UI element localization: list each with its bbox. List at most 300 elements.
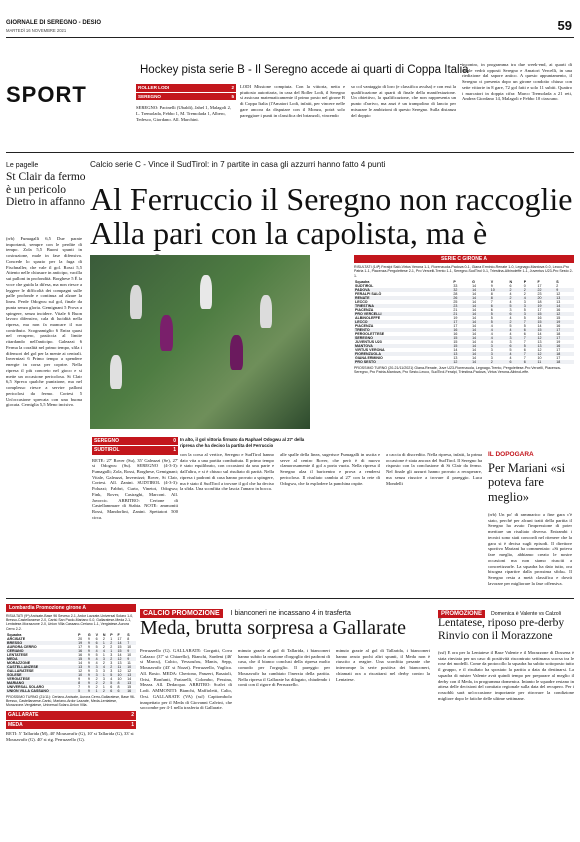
table-cell: 15 — [117, 644, 122, 649]
lentatese-kicker: PROMOZIONE — [438, 610, 485, 618]
table-cell: 17 — [78, 644, 83, 649]
table-cell: 9 — [87, 649, 95, 653]
meda-kicker: CALCIO PROMOZIONE — [140, 609, 223, 618]
table-cell: 23 — [452, 304, 471, 308]
score-team: ROLLER LODI — [138, 85, 170, 90]
table-cell: 33 — [453, 283, 458, 288]
table-cell: 4 — [508, 328, 522, 332]
table-header-cell: P — [110, 632, 113, 637]
table-cell: 8 — [77, 681, 87, 685]
table-cell: TRENTO — [354, 328, 452, 332]
table-cell: 5 — [508, 304, 522, 308]
table-cell: 21 — [453, 307, 458, 312]
table-cell: 2 — [102, 644, 105, 649]
standings-results: RISULTATI (14ª) Feralpi Salò-Virtus Verona 1-1, Fiorenzuola-Padova 0-1, Giana Erminio-Renate 1-0, Legnago-Mantova 0-0, Lecco-Pro Patria 1-1, Piacenza-Pergolettese 2-1, Pro Vercelli-Trento 1-1, Seregno-SudTirol 0-1, Triestina-Albinoleffe 1-1, Juventus U23-Pro Sesto 2-1. — [354, 265, 573, 278]
table-cell: 16 — [537, 315, 542, 320]
table-cell: 23 — [537, 291, 542, 296]
table-header-cell: P — [453, 279, 456, 284]
lombardia-next: PROSSIMO TURNO (21/11): Ceriano-Arcisate, Aurora Cerro-Gallaratese, Base 96-Bresso, Castellanzese-Cantù, Mariano-Ardor Lazzate, Meda-Lentatese, Morazzone-Vergiatese, Universal Solaro-Union Villa. — [6, 694, 136, 708]
table-cell: 12 — [117, 668, 122, 673]
table-cell: 22 — [537, 288, 556, 292]
table-cell: 21 — [452, 312, 471, 316]
table-cell: 2 — [109, 657, 116, 661]
table-cell: SOLESE — [6, 673, 77, 677]
table-cell: 28 — [453, 291, 458, 296]
table-cell: 2 — [490, 360, 509, 364]
table-cell: 16 — [78, 652, 83, 657]
table-cell: 1 — [109, 649, 116, 653]
table-cell: 11 — [116, 665, 126, 669]
table-cell: 16 — [77, 649, 87, 653]
table-cell: 6 — [116, 689, 126, 693]
paper-name: GIORNALE DI SEREGNO - DESIO — [6, 20, 102, 26]
standings-title: SERIE C GIRONE A — [354, 255, 574, 263]
table-cell: 2 — [95, 684, 98, 689]
table-cell: LECCO — [355, 299, 368, 304]
table-cell: 4 — [95, 657, 102, 661]
table-cell: 13 — [556, 299, 561, 304]
table-cell: 14 — [472, 323, 477, 328]
table-cell: UNIVERSAL SOLARO — [7, 684, 45, 689]
table-cell: 9 — [87, 681, 95, 685]
table-cell: 6 — [509, 283, 512, 288]
table-cell: PIACENZA — [355, 323, 374, 328]
table-cell: 4 — [95, 660, 98, 665]
score-team: SUDTIROL — [94, 447, 120, 454]
table-header-cell: P — [523, 279, 527, 284]
table-cell: 6 — [490, 307, 493, 312]
table-cell: 2 — [95, 681, 102, 685]
table-cell: 4 — [490, 336, 509, 340]
pagelle-title: St Clair da fermo è un pericolo Dietro in affanno — [6, 171, 86, 209]
table-cell: 10 — [127, 644, 132, 649]
meda-col2: minuto grazie al gol di Tallarida, i bianconeri hanno subito la reazione d'orgoglio dei padroni di casa, che il bianco conclusi della ripresa molto comodo per l'orgoglio. Il pareggio per Mousavafir ha cambiato l'inerzia della partita. Nella ripresa il Gallarate ha dilagato, chiudendo i conti con il rigore di Perruzzello. — [238, 648, 330, 688]
table-cell: 2 — [523, 291, 526, 296]
table-cell: 14 — [471, 360, 490, 364]
dopogara-body: (rrb) Un po' di rammarico a fine gara c'è stato, perché per alcuni tratti della partita il Seregno ha avuto l'impressione di poter meritare un risultato diverso. Entrambi i tecnici sono stati concordi nel ritenere che la gara si è decisa sugli episodi. Il direttore sportivo Mariani ha commentato: «Si poteva fare meglio, abbiamo creato le nostre occasioni ma non siamo riusciti a concretizzarle. La squadra ha dato tutto, ora bisogna ripartire dalla prossima sfida». Il Seregno resta a metà classifica e dovrà lavorare per migliorare la fase offensiva. — [488, 512, 572, 586]
table-cell: 4 — [509, 299, 512, 304]
table-cell: 9 — [87, 644, 90, 649]
hockey-col1: LODI Missione compiuta. Con la vittoria, netta e piuttosto autoritaria, in casa del Roller Lodi, il Seregno si assicura matematicamente il primo posto nel girone B di Coppa Italia (l'Amatori Lodi, infatti, per vincere nelle gare ancora da disputare con il Monza, potrà solo pareggiare i punti in classifica dei brianzoli, vincendo — [240, 84, 345, 118]
table-cell: 17 — [452, 320, 471, 324]
table-cell: 5 — [509, 347, 512, 352]
table-cell: 3 — [523, 304, 537, 308]
meda-box-text: RETI: 5' Tallarida (M), 40' Mousavafir (G), 10' st Tallarida (G), 33' st Mousavafir (G). 40' st rig. Perruzzello (G). — [6, 730, 134, 742]
table-cell: 9 — [555, 288, 574, 292]
masthead — [6, 18, 574, 42]
table-cell: 9 — [126, 657, 136, 661]
table-cell: 14 — [471, 320, 490, 324]
table-cell: 2 — [102, 660, 105, 665]
table-cell: 5 — [523, 315, 526, 320]
table-cell: 14 — [537, 331, 542, 336]
table-cell: 10 — [127, 652, 132, 657]
table-cell: 8 — [117, 684, 120, 689]
table-cell: 5 — [109, 681, 116, 685]
table-row — [354, 360, 574, 364]
table-header-cell: Squadra — [7, 632, 22, 637]
table-cell: 4 — [508, 352, 522, 356]
table-header-cell: S — [127, 632, 130, 637]
table-cell: 12 — [78, 668, 83, 673]
meda-subkicker: I bianconeri ne incassano 4 in trasferta — [230, 610, 351, 617]
table-cell: 9 — [87, 673, 95, 677]
table-cell: 19 — [556, 339, 561, 344]
table-cell: 1 — [102, 652, 105, 657]
table-cell: 5 — [490, 312, 509, 316]
table-cell: 17 — [556, 355, 561, 360]
pagelle-body: (rrb) Fumagalli 6,5 Due parate importanti, sempre con le perdite di tempo. Zola 5,5 Buoni spunti in costruzione, male in fase difensiva. Concede lo spazio per la fuga di Fischnaller, che vale il gol. Rossi 5,5 Attento nelle chiusure in anticipo, vacilla sui palloni in profondità. Borghese 5 È la voce che guida la difesa, ma non riesce a leggere le difficoltà dei compagni sulle palle profonde e continua ad alzare la linea. Perde Odogwu sul gol, finale da punta senza gloria. Gemignani 5 Prova a spingere, senza incidere. Vitale 6 Buon lavoro difensivo, cala di lucidità nella ripresa, ma non fa mancare il suo contributo. Scognamiglio 6 Entra quasi nel recupero, pasticcia al limite ritardando nell'anticipo. Galeazzi 6 Ferma la coralità nel primo tempo, sfila i difensori del gol per la mente ai centrali. Invernizzi 6 Primo tempo a spendere energie in corsa per coprire. Nella ripresa il più concreto nel gioco e si mette un occasione pericolosa. St Clair 6,5 Spreca qualche punizione, ma nel complesso riesce a servire palloni pericolosi da fermo. Cortesi 5 Un'occasione sprecata con una buona giocata. Cerniglia 5,5 Meno incisivo. — [6, 236, 82, 408]
table-cell: 4 — [102, 649, 109, 653]
hockey-col3: incontro, in programma tra due week-end, ai quarti di finale vedrà opposti Seregno e Amatori Vercelli, in una riedizione dal sapore antico. A questo appuntamento, il Seregno ci presenta dopo un girone condotto chiuso con sette vittorie in 8 gare, 72 gol fatti e solo 11 subiti. Quattro i marcatori in doppia cifra: Marco Tremolada a 21 reti, Andrea Giordano 14, Malagoli e Febbo 10 ciascuno. — [462, 62, 572, 102]
table-cell: 14 — [555, 304, 574, 308]
table-cell: 3 — [490, 344, 509, 348]
table-cell: 20 — [78, 636, 83, 641]
table-cell: 16 — [556, 323, 561, 328]
table-cell: 15 — [127, 684, 132, 689]
table-cell: 19 — [537, 304, 556, 308]
dopogara-kicker: IL DOPOGARA — [488, 451, 534, 458]
table-cell: 14 — [471, 296, 490, 300]
table-cell: 2 — [109, 665, 116, 669]
table-cell: 3 — [95, 665, 102, 669]
table-cell: ARCISATE — [7, 636, 26, 641]
section-label: SPORT — [6, 72, 118, 118]
table-cell: 15 — [537, 312, 556, 316]
table-cell: CASTELLANZESE — [6, 665, 77, 669]
table-cell: 7 — [523, 355, 526, 360]
table-header-cell: Squadra — [355, 279, 370, 284]
lentatese-kicker-row — [438, 602, 574, 617]
table-cell: 16 — [126, 689, 136, 693]
table-cell: 6 — [523, 360, 537, 364]
table-cell: 10 — [490, 288, 509, 292]
table-cell: 5 — [109, 673, 116, 677]
table-cell: 3 — [490, 355, 493, 360]
standings-next: PROSSIMO TURNO (20-21/11/2021) Giana-Renate, Juve U23-Fiorenzuola, Legnago-Trento, Pergolettese-Pro Vercelli, Piacenza-Seregno, Pro Patria-Mantova, Pro Sesto-Lecco, SudTirol-Feralpi, Triestina-Padova, Virtus Verona-AlbinoLeffe. — [354, 365, 561, 375]
table-cell: 6 — [523, 328, 537, 332]
table-cell: 15 — [116, 649, 126, 653]
table-cell: 25 — [453, 299, 458, 304]
table-cell: 8 — [116, 681, 126, 685]
table-cell: FIORENZUOLA — [354, 352, 452, 356]
table-cell: 3 — [490, 347, 493, 352]
table-cell: 16 — [453, 331, 458, 336]
table-cell: 4 — [509, 331, 512, 336]
table-cell: SUDTIROL — [355, 283, 374, 288]
table-cell: 1 — [102, 684, 105, 689]
table-cell: 15 — [77, 657, 87, 661]
table-cell: 9 — [87, 652, 90, 657]
table-cell: 10 — [126, 665, 136, 669]
meda-kicker-row — [140, 602, 430, 617]
table-cell: GIANA ERMINIO — [355, 355, 383, 360]
table-cell: 3 — [509, 339, 512, 344]
standings-serie-c — [354, 255, 574, 375]
hockey-col2: so col vantaggio di loro (e classifica avulsa) e con essi la qualificazione ai quarti di finale della manifestazione. Un obiettivo, la qualificazione, che non rappresenta un punto d'arrivo, ma anzi è un trampolino di lancio per misurare le ambizioni di questo Seregno. Sulla distanza del doppio — [351, 84, 456, 118]
table-cell: 13 — [126, 681, 136, 685]
table-cell: RENATE — [354, 296, 452, 300]
table-cell: 9 — [126, 649, 136, 653]
table-cell: 7 — [523, 339, 526, 344]
table-cell: 6 — [95, 641, 102, 645]
table-cell: 14 — [537, 323, 542, 328]
table-cell: 2 — [102, 689, 109, 693]
table-cell: 8 — [490, 291, 493, 296]
table-cell: 1 — [110, 636, 113, 641]
table-cell: 3 — [95, 673, 102, 677]
meda-col3: minuto grazie al gol di Tallarida, i bianconeri hanno avuto pochi altri spunti, il Meda non è riuscito a reagire. Una sconfitta pesante che interrompe la serie positiva dei bianconeri, chiamati ora a riscattarsi nel derby contro la Lentatese. — [336, 648, 430, 682]
table-cell: 14 — [472, 283, 477, 288]
table-cell: 14 — [127, 676, 132, 681]
table-cell: LENTATESE — [7, 652, 28, 657]
table-cell: 13 — [537, 339, 542, 344]
table-cell: JUVENTUS U23 — [355, 339, 382, 344]
table-cell: 3 — [110, 652, 113, 657]
table-cell: 18 — [537, 299, 542, 304]
table-cell: 15 — [537, 320, 556, 324]
table-cell: 9 — [87, 636, 90, 641]
table-cell: 14 — [472, 315, 477, 320]
table-cell: 14 — [471, 304, 490, 308]
table-cell: 3 — [102, 676, 105, 681]
table-cell: PADOVA — [354, 288, 452, 292]
table-cell: 12 — [537, 336, 556, 340]
table-cell: 9 — [87, 665, 95, 669]
table-cell: 16 — [556, 307, 561, 312]
table-cell: PRO SESTO — [354, 360, 452, 364]
table-cell: MEDA — [6, 657, 77, 661]
table-cell: 4 — [110, 676, 113, 681]
match-box-text: RETE: 27' Rover (Su), 35' Galeazzi (Se), 27' st Odogwu (Su). SEREGNO (4-3-3): Fumagalli; Zola, Rossi, Borghese, Gemignani; Vitale, Galeazzi, Invernizzi; Rover, St Clair, Cortesi. All. Zanini. SUDTIROL (4-3-3): Poluzzi; Fabbri, Curto, Vinetot, Odogwu; Fink, Rover, Casiraghi, Marconi. All. Javorcic. ARBITRO: Cerione di Castellammare di Stabia. NOTE: ammoniti Rossi, Mandorlini, Zanini. Spettatori 500 circa. — [92, 457, 178, 520]
table-cell: FERALPI SALÒ — [355, 291, 382, 296]
table-cell: 14 — [471, 352, 490, 356]
calcio-col2: alle spalle della linea, sugerisce Fumagalli in uscita e serve al centro Rover, che però è di nuovo clamorosamente il gol a porta vuota. Nella ripresa il Seregno alza il baricentro e prova a rendersi pericoloso. Il risultato cambia al 27' con la rete di Odogwu, che fa esplodere la panchina ospite. — [280, 452, 380, 486]
table-cell: PIACENZA — [355, 307, 374, 312]
table-cell: 4 — [509, 355, 512, 360]
table-cell: 15 — [537, 328, 556, 332]
table-cell: 14 — [472, 307, 477, 312]
table-cell: 10 — [537, 355, 542, 360]
hockey-headline: Hockey pista serie B - Il Seregno accede ai quarti di Coppa Italia — [140, 64, 469, 76]
table-cell: 12 — [537, 352, 556, 356]
table-cell: 7 — [523, 336, 537, 340]
table-cell: LECCO — [354, 320, 452, 324]
table-cell: 14 — [117, 652, 122, 657]
table-cell: 2 — [556, 283, 559, 288]
table-cell: 12 — [127, 668, 132, 673]
table-cell: 8 — [127, 636, 130, 641]
lombardia-table — [6, 633, 136, 693]
table-cell: 11 — [537, 360, 556, 364]
lentatese-subkicker: Domenica è Valente vs Calzoli — [491, 611, 561, 617]
table-cell: 8 — [490, 296, 509, 300]
table-cell: 14 — [472, 355, 477, 360]
meda-headline: Meda, brutta sorpresa a Gallarate — [140, 617, 406, 639]
table-cell: 6 — [508, 344, 522, 348]
table-cell: 5 — [490, 320, 509, 324]
lombardia-title: Lombardia Promozione girone A — [6, 604, 136, 612]
table-header-cell: P — [78, 632, 81, 637]
table-cell: 26 — [452, 296, 471, 300]
table-cell: 9 — [87, 668, 90, 673]
table-cell: 13 — [126, 673, 136, 677]
table-cell: 7 — [490, 299, 493, 304]
table-cell: 4 — [490, 328, 509, 332]
table-cell: 10 — [117, 676, 122, 681]
table-cell: 12 — [452, 360, 471, 364]
table-cell: 9 — [87, 684, 90, 689]
table-cell: 14 — [116, 641, 126, 645]
table-cell: 6 — [109, 689, 116, 693]
table-cell: 14 — [471, 288, 490, 292]
table-cell: 4 — [490, 331, 493, 336]
photo-caption: In alto, il gol vittoria firmato da Raphael Odogwu al 27' della ripresa che ha deciso la partita del Ferruccio — [180, 437, 305, 448]
table-cell: 5 — [490, 315, 493, 320]
table-cell: 5 — [77, 689, 87, 693]
table-cell: 14 — [471, 328, 490, 332]
table-cell: 9 — [87, 676, 90, 681]
table-cell: 14 — [471, 336, 490, 340]
table-cell: 9 — [87, 689, 95, 693]
table-cell: 18 — [555, 352, 574, 356]
table-cell: 2 — [95, 676, 98, 681]
table-header-cell: F — [117, 632, 120, 637]
table-cell: 14 — [472, 347, 477, 352]
hockey-scorebox — [136, 84, 236, 123]
score-team: SEREGNO — [94, 438, 120, 444]
table-cell: 3 — [110, 668, 113, 673]
table-cell: 2 — [109, 641, 116, 645]
table-cell: 9 — [87, 657, 95, 661]
table-cell: 6 — [508, 312, 522, 316]
meda-col1: Perruzzello (G). GALLARATE: Gorgatti, Cova Calazzo (37' st Chiarello), Bianchi, Sardeni (46' st Marcu), Calcio, Yessoufou, Manix, Sepp, Mousavafir (43' st Nozzi). Perruzzello, Vaglica. All. Bosio. MEDA: Cheriono, Panzeri, Basaioli, Orisi, Bonfanti, Fratarelli, Colombo, Pessina, Mezza. All. Dedacquo. ARBITRO: Scalvi di Lodi. AMMONITI: Bianchi, Maffioletti, Calio, Orsi. GALLARATE (VA) (ssf) Capitombolo inaspettato per il Meda di Giovanni Calvini, che soccombe per 4-1 nella trasferta di Gallarate. — [140, 648, 232, 711]
table-cell: 17 — [537, 307, 542, 312]
table-cell: MANTOVA — [354, 344, 452, 348]
table-cell: 3 — [523, 299, 526, 304]
table-header-cell: N — [102, 632, 106, 637]
table-cell: 4 — [490, 339, 493, 344]
table-cell: 13 — [537, 344, 556, 348]
table-cell: 13 — [453, 355, 458, 360]
table-cell: 10 — [77, 673, 87, 677]
table-cell: PRO VERCELLI — [354, 312, 452, 316]
table-cell: TRIESTINA — [354, 304, 452, 308]
table-cell: 5 — [523, 323, 526, 328]
table-cell: 17 — [537, 283, 542, 288]
table-cell: 5 — [523, 344, 537, 348]
table-cell: 0 — [523, 283, 526, 288]
table-cell: 15 — [452, 344, 471, 348]
table-header-cell: G — [472, 279, 475, 284]
table-cell: 2 — [102, 636, 105, 641]
table-cell: 5 — [523, 307, 526, 312]
table-header-cell: N — [509, 279, 513, 284]
table-cell: 20 — [537, 296, 556, 300]
standings-lombardia — [6, 604, 136, 742]
table-cell: 13 — [452, 352, 471, 356]
table-cell: 4 — [95, 649, 102, 653]
table-cell: 1 — [102, 641, 109, 645]
table-cell: 9 — [490, 283, 493, 288]
table-header-cell: V — [95, 632, 99, 637]
table-cell: 2 — [110, 644, 113, 649]
table-cell: 6 — [110, 684, 113, 689]
table-cell: 6 — [523, 331, 526, 336]
table-cell: 16 — [452, 328, 471, 332]
table-cell: GALLARATESE — [7, 668, 34, 673]
table-cell: 14 — [472, 299, 477, 304]
table-cell: 18 — [556, 331, 561, 336]
table-cell: 5 — [509, 323, 512, 328]
table-cell: 12 — [116, 657, 126, 661]
table-cell: 2 — [508, 296, 522, 300]
table-cell: 4 — [509, 315, 512, 320]
table-cell: 3 — [102, 668, 105, 673]
table-cell: 3 — [523, 312, 537, 316]
table-cell: 14 — [78, 660, 83, 665]
table-header-cell: F — [537, 279, 540, 284]
score-goals: 2 — [131, 712, 134, 719]
table-cell: 3 — [110, 660, 113, 665]
score-team: SEREGNO — [138, 93, 161, 99]
table-cell: 5 — [95, 644, 98, 649]
table-cell: 13 — [555, 296, 574, 300]
table-cell: 13 — [77, 665, 87, 669]
table-cell: 7 — [126, 641, 136, 645]
table-cell: 19 — [555, 320, 574, 324]
table-cell: 9 — [78, 676, 81, 681]
table-cell: VIRTUS VERONA — [355, 347, 385, 352]
table-cell: 2 — [523, 288, 537, 292]
table-cell: 15 — [452, 336, 471, 340]
table-row — [6, 689, 136, 693]
table-cell: 3 — [508, 336, 522, 340]
table-cell: 6 — [490, 304, 509, 308]
table-header-cell: G — [87, 632, 91, 637]
score-goals: 2 — [231, 85, 234, 90]
table-cell: 17 — [453, 323, 458, 328]
lentatese-headline: Lentatese, riposo pre-derby Rinvio con il Morazzone — [438, 617, 565, 642]
table-cell: 6 — [508, 360, 522, 364]
score-team: GALLARATE — [8, 712, 39, 719]
table-cell: CERIANO — [6, 649, 77, 653]
table-cell: 19 — [77, 641, 87, 645]
table-cell: 3 — [95, 668, 98, 673]
table-cell: 18 — [555, 360, 574, 364]
hockey-lineup: SEREGNO: Pacinelli (Ubaldi), Jahel 1, Malagoli 2, L. Tremolada, Febbo 1, M. Tremolada 1, Albero, Tedesco, Giordano. All. Marchini. — [136, 105, 232, 122]
table-cell: SEREGNO — [354, 336, 452, 340]
table-cell: UNION VILLA CASSANO — [6, 689, 77, 693]
table-cell: 12 — [556, 291, 561, 296]
page-number: 59 — [557, 18, 572, 33]
table-cell: 4 — [523, 296, 537, 300]
pagelle-kicker: Le pagelle — [6, 162, 39, 169]
table-cell: 2 — [102, 681, 109, 685]
table-cell: AURORA CERRO — [7, 644, 37, 649]
lombardia-results: RISULTATI (9ª) Arcisate-Base 96 Seveso 2-1, Ardor Lazzate-Universal Solaro 1-0, Bresso-Castellanzese 2-0, Cantù San Paolo-Mariano 0-0, Gallaratese-Meda 2-1, Lentatese-Morazzone 2-0, Union Villa Cassano-Ceriano 1-1, Vergiatese-Aurora Cerro 2-2. — [6, 614, 134, 631]
table-cell: 17 — [117, 636, 122, 641]
table-cell: MARIANO — [6, 681, 77, 685]
standings-table — [354, 280, 574, 364]
table-cell: 4 — [509, 291, 512, 296]
table-cell: 1 — [102, 673, 109, 677]
paper-date: MARTEDÌ 16 NOVEMBRE 2021 — [6, 28, 67, 33]
table-cell: 9 — [87, 660, 90, 665]
table-cell: MORAZZONE — [7, 660, 31, 665]
table-cell: 16 — [555, 344, 574, 348]
calcio-col3: a caccia di discredito. Nella ripresa, infatti, la prima occasione è stata ancora del SudTirol. Il Seregno ha risposto con la conclusione di St Clair da fermo. Nel finale gli azzurri hanno provato a recuperare, ma senza riuscire a trovare il pareggio. Luca Mondelli — [386, 452, 482, 486]
